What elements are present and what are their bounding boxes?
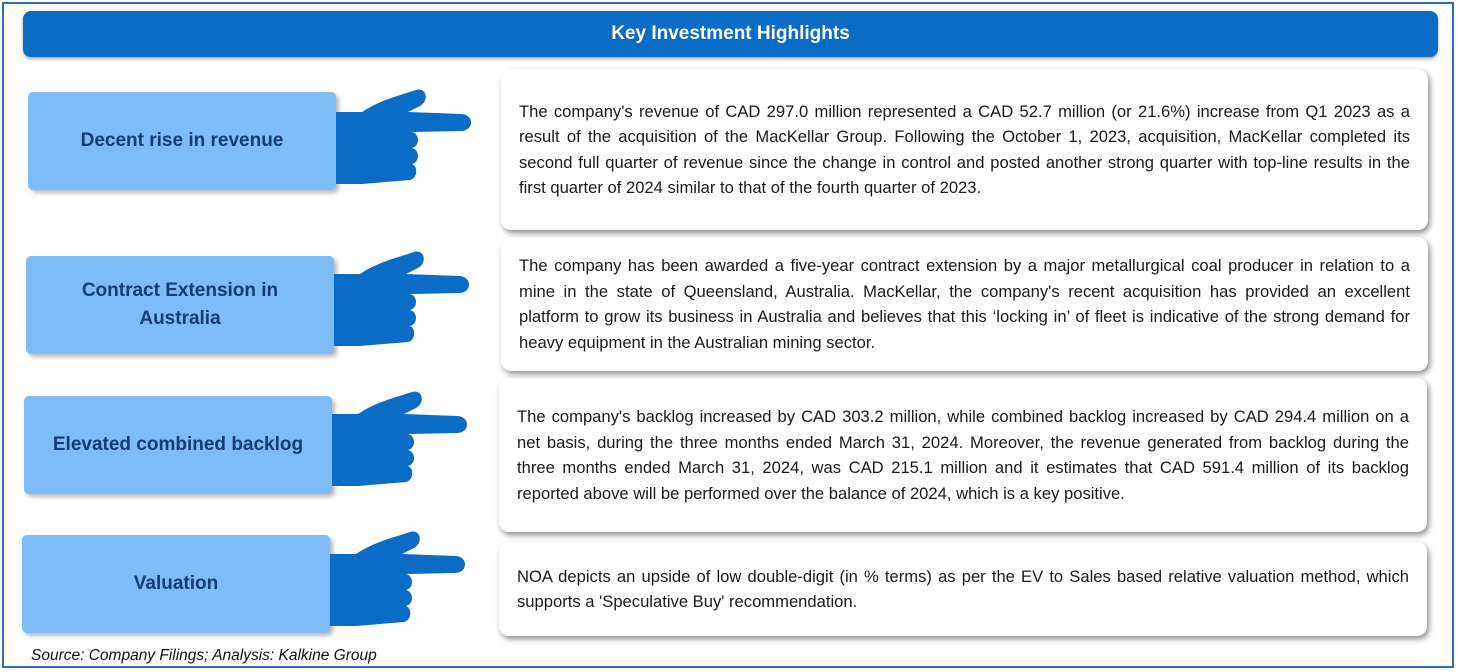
page-title: Key Investment Highlights [23, 11, 1438, 57]
highlight-text-revenue [501, 69, 1428, 230]
highlight-paragraph: NOA depicts an upside of low double-digit (in % terms) as per the EV to Sales based relative valuation method, which supports a 'Speculative Buy' recommendation. [517, 566, 1409, 611]
highlight-text-contract [501, 237, 1428, 371]
highlight-text-backlog [499, 378, 1427, 532]
highlight-label-contract: Contract Extension in Australia [26, 256, 334, 354]
highlight-label-backlog: Elevated combined backlog [24, 396, 332, 494]
highlight-paragraph: The company's revenue of CAD 297.0 million represented a CAD 52.7 million (or 21.6%) increase from Q1 2023 as a result of the acquisition of the MacKellar Group. Following the October 1, 2023, acquisition, MacKellar completed its second full quarter of revenue since the change in control and posted another strong quarter with top-line results in the first quarter of 2024 similar to that of the fourth quarter of 2023. [519, 101, 1410, 197]
highlight-text-valuation [499, 542, 1427, 636]
pointing-hand-icon [334, 88, 474, 192]
highlight-paragraph: The company's backlog increased by CAD 303.2 million, while combined backlog increased by CAD 294.4 million on a net basis, during the three months ended March 31, 2024. Moreover, the revenue generated from backlog during the three months ended March 31, 2024, was CAD 215.1 million and it estimates that CAD 591.4 million of its backlog reported above will be performed over the balance of 2024, which is a key positive. [517, 407, 1409, 503]
source-note: Source: Company Filings; Analysis: Kalkine Group [31, 647, 377, 664]
pointing-hand-icon [330, 390, 470, 494]
pointing-hand-icon [332, 250, 472, 354]
highlight-paragraph: The company has been awarded a five-year contract extension by a major metallurgical coal producer in relation to a mine in the state of Queensland, Australia. MacKellar, the company's recent acquisition has provided an excellent platform to grow its business in Australia and believes that this ‘locking in’ of fleet is indicative of the strong demand for heavy equipment in the Australian mining sector. [519, 256, 1410, 352]
highlight-label-valuation: Valuation [22, 535, 330, 633]
highlight-label-revenue: Decent rise in revenue [28, 92, 336, 190]
pointing-hand-icon [328, 530, 468, 634]
